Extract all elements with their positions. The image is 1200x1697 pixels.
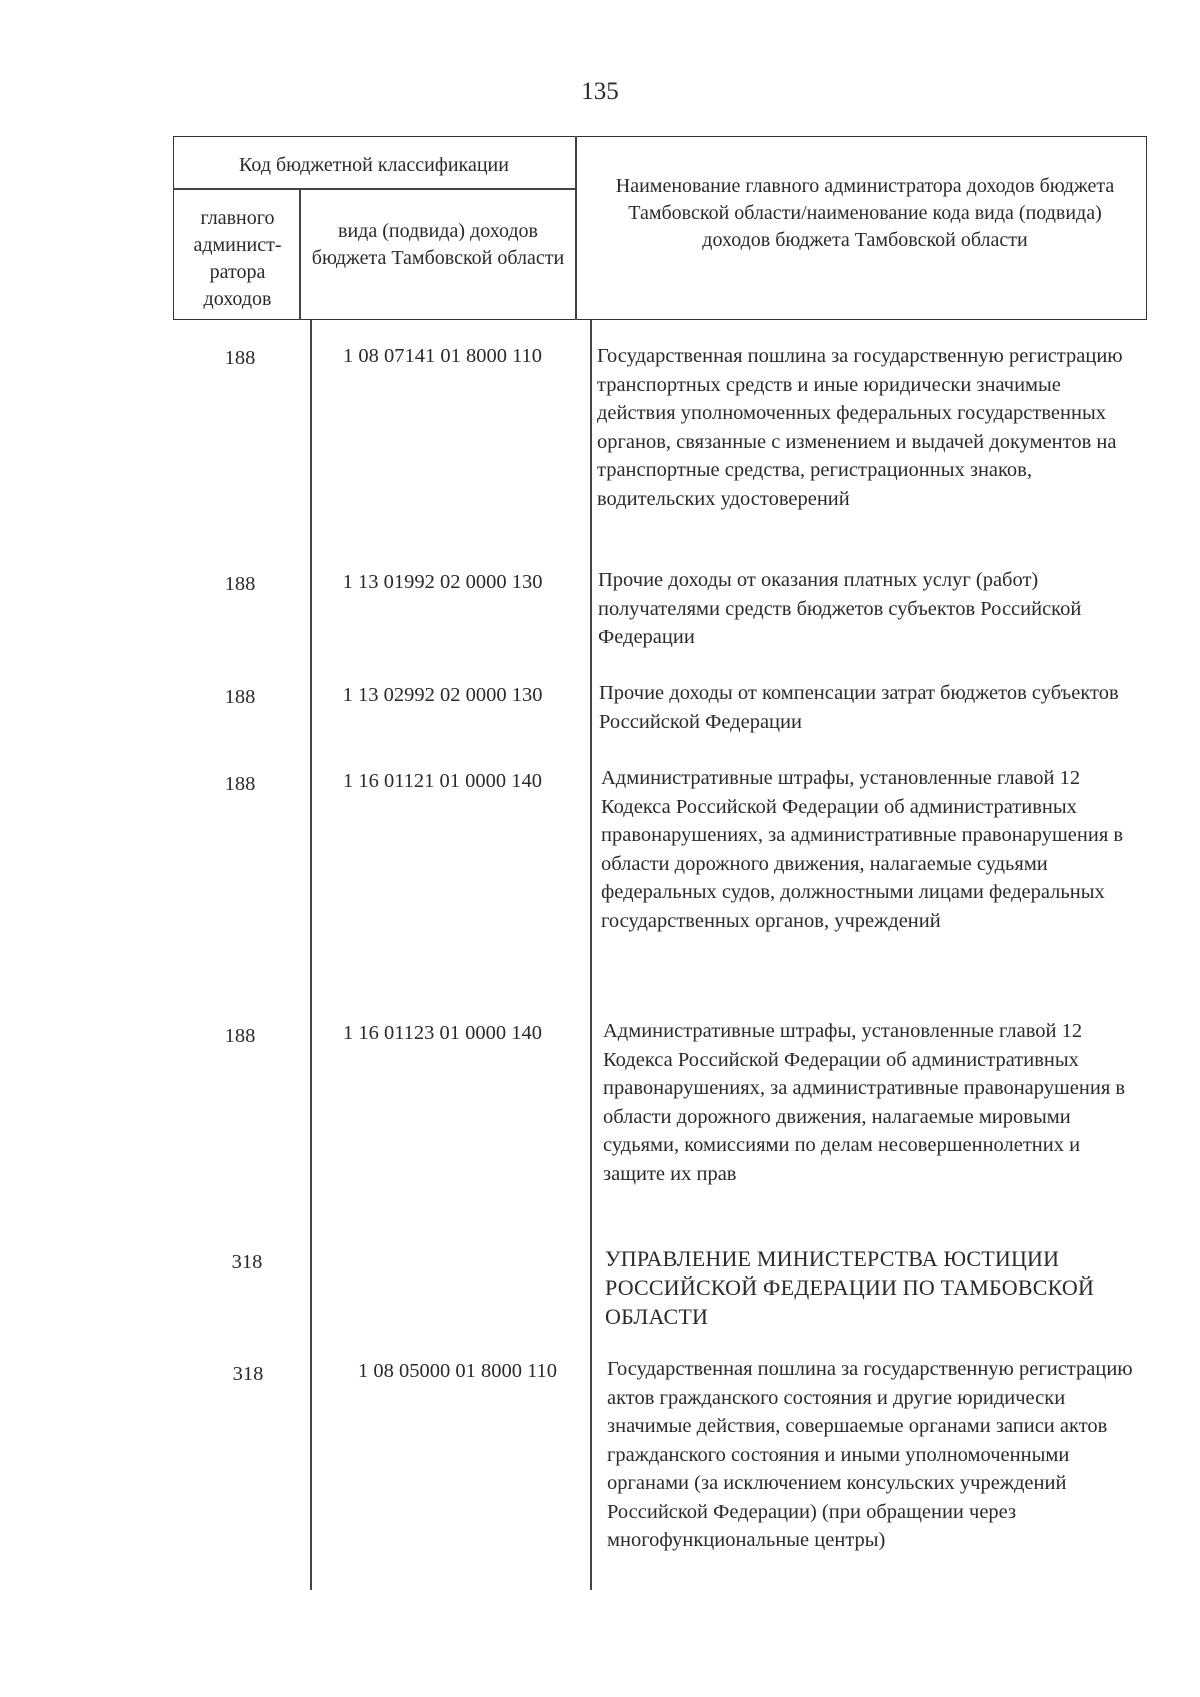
row-admin-code: 188 <box>224 1025 256 1047</box>
row-income-name: Прочие доходы от оказания платных услуг (работ) получателями средств бюджетов субъектов Российской Федерации <box>598 569 1082 648</box>
row-income-code: 1 16 01121 01 0000 140 <box>342 770 543 792</box>
header-divider-sub <box>299 188 301 320</box>
row-administrator-title: УПРАВЛЕНИЕ МИНИСТЕРСТВА ЮСТИЦИИ РОССИЙСКОЙ ФЕДЕРАЦИИ ПО ТАМБОВСКОЙ ОБЛАСТИ <box>605 1246 1095 1329</box>
column-rule-1 <box>310 320 312 1590</box>
row-income-name: Административные штрафы, установленные главой 12 Кодекса Российской Федерации об административных правонарушениях, за административные правонарушения в области дорожного движения, налагаемые мировыми судьями, комиссиями по делам несовершеннолетних и защите их прав <box>603 1020 1126 1185</box>
row-income-name: Прочие доходы от компенсации затрат бюджетов субъектов Российской Федерации <box>599 682 1119 733</box>
row-admin-code: 188 <box>224 573 256 595</box>
row-admin-code: 318 <box>231 1251 263 1273</box>
row-admin-code: 188 <box>224 773 256 795</box>
column-rule-2 <box>590 320 592 1590</box>
header-col-kind: вида (подвида) доходов бюджета Тамбовской области <box>311 220 565 269</box>
header-col-admin: главного админист-ратора доходов <box>193 207 282 310</box>
row-income-name: Административные штрафы, установленные главой 12 Кодекса Российской Федерации об административных правонарушениях, за административные правонарушения в области дорожного движения, налагаемые судьями федеральных судов, должностными лицами федеральных государственных органов, учреждений <box>601 767 1124 932</box>
page-number: 135 <box>581 78 619 105</box>
row-income-code: 1 13 01992 02 0000 130 <box>342 571 543 593</box>
header-group-title: Код бюджетной классификации <box>239 154 509 176</box>
row-income-code: 1 16 01123 01 0000 140 <box>342 1022 543 1044</box>
row-income-name: Государственная пошлина за государственную регистрацию транспортных средств и иные юридически значимые действия уполномоченных федеральных государственных органов, связанные с изменением и выдачей документов на транспортные средства, регистрационных знаков, водительских удостоверений <box>597 345 1123 510</box>
header-divider-main <box>575 136 577 320</box>
row-admin-code: 188 <box>224 686 256 708</box>
header-divider-group <box>173 188 575 190</box>
row-admin-code: 318 <box>232 1363 264 1385</box>
row-income-name: Государственная пошлина за государственную регистрацию актов гражданского состояния и другие юридически значимые действия, совершаемые органами записи актов гражданского состояния и иными уполномоченными органами (за исключением консульских учреждений Российской Федерации) (при обращении через многофункциональные центры) <box>607 1358 1133 1551</box>
header-col-name: Наименование главного администратора доходов бюджета Тамбовской области/наименование кода вида (подвида) доходов бюджета Тамбовской области <box>615 175 1115 251</box>
row-admin-code: 188 <box>224 347 256 369</box>
row-income-code: 1 13 02992 02 0000 130 <box>342 684 543 706</box>
row-income-code: 1 08 07141 01 8000 110 <box>342 345 543 367</box>
row-income-code: 1 08 05000 01 8000 110 <box>357 1360 558 1382</box>
